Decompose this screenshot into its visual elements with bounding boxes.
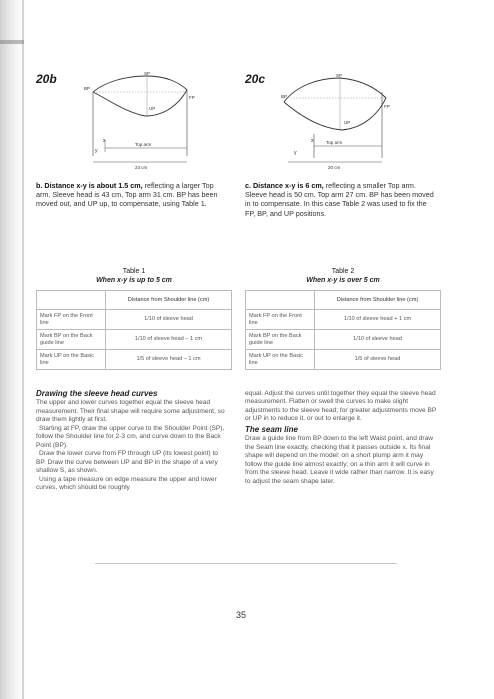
scale-label: 23 cm xyxy=(135,165,148,170)
fp-label: FP xyxy=(189,95,195,100)
table-subtitle: When x-y is up to 5 cm xyxy=(96,277,172,284)
caption-heading: c. Distance x-y is 6 cm, xyxy=(245,181,324,190)
row-label: Mark FP on the Front line xyxy=(246,310,315,330)
table-row xyxy=(246,310,441,330)
bp-label: BP xyxy=(84,86,91,91)
table-title: Table 1 xyxy=(122,268,146,275)
sp-label: SP xyxy=(144,71,151,76)
row-label: Mark FP on the Front line xyxy=(37,310,106,330)
fp-label: FP xyxy=(384,104,390,109)
caption-20c xyxy=(245,181,435,218)
row-label: Mark BP on the Back guide line xyxy=(37,330,106,350)
row-value: 1/5 of sleeve head xyxy=(315,350,441,370)
table-subtitle: When x-y is over 5 cm xyxy=(306,277,380,284)
sp-label: SP xyxy=(336,73,343,78)
figure-label-20c: 20c xyxy=(245,72,266,86)
bp-label: BP xyxy=(281,94,288,99)
footer-rule xyxy=(95,563,397,564)
up-label: UP xyxy=(344,120,351,125)
y-label: y xyxy=(294,150,297,156)
row-label: Mark UP on the Basic line xyxy=(246,350,315,370)
paragraph: Draw the lower curve from FP through UP (its lowest point) to BP. Draw the curve between UP and BP in the shape of a very shallow S, as shown. xyxy=(36,450,218,475)
paragraph: The upper and lower curves together equal the sleeve head measurement. Their final shape will require some adjustment, so draw them lightly at first. xyxy=(36,399,225,424)
section-right-column xyxy=(245,390,437,486)
row-value: 1/10 of sleeve head – 1 cm xyxy=(106,330,232,350)
top-arm-label: Top arm xyxy=(135,142,152,147)
paragraph: Starting at FP, draw the upper curve to the Shoulder Point (SP), follow the Shoulder line for 2-3 cm, and curve down to the Back Point (BP). xyxy=(36,424,225,449)
x-label: x xyxy=(311,138,314,144)
row-value: 1/10 of sleeve head xyxy=(315,330,441,350)
figure-20b-diagram xyxy=(85,72,200,177)
paragraph: equal. Adjust the curves until together they equal the sleeve head measurement. Flatten or swell the curves to make slight adjustments to the sleeve head; for greater adjustments move BP or UP in to reduce it, or out to enlarge it. xyxy=(245,390,437,423)
y-label: y xyxy=(95,148,98,154)
figure-label-20b: 20b xyxy=(36,72,57,86)
section-heading: Drawing the sleeve head curves xyxy=(36,389,158,398)
x-label: x xyxy=(103,138,106,144)
caption-text: reflecting a larger Top arm. Sleeve head is 43 cm, Top arm 31 cm. BP has been moved out, and UP up, to compensate, using Table 1. xyxy=(36,181,218,209)
table-header: Distance from Shoulder line (cm) xyxy=(315,291,441,310)
table-header: Distance from Shoulder line (cm) xyxy=(106,291,232,310)
table-2 xyxy=(245,290,441,370)
paragraph: Draw a guide line from BP down to the left Waist point, and draw the Seam line exactly, checking that it passes outside x. Its final shape will depend on the model: on a short plump arm it may follow the guide line almost exactly; on a thin arm it will curve in from the sleeve head. Leave it wide rather than narrow. It is easy to adjust the seam shape later. xyxy=(245,435,434,485)
row-label: Mark BP on the Back guide line xyxy=(246,330,315,350)
paragraph: Using a tape measure on edge measure the upper and lower curves, which should be roughly xyxy=(36,475,217,491)
scale-label: 20 cm xyxy=(328,165,341,170)
table-row xyxy=(37,350,232,370)
table-row xyxy=(246,330,441,350)
caption-heading: b. Distance x-y is about 1.5 cm, xyxy=(36,181,143,190)
page-number: 35 xyxy=(236,610,247,620)
table-row xyxy=(246,350,441,370)
figure-20c-diagram xyxy=(278,72,398,177)
table-row xyxy=(37,330,232,350)
row-value: 1/10 of sleeve head xyxy=(106,310,232,330)
caption-text: reflecting a smaller Top arm. Sleeve head is 50 cm. Top arm 27 cm. BP has been moved in to compensate. In this case Table 2 was used to fix the FP, BP, and UP positions. xyxy=(245,181,434,218)
caption-20b xyxy=(36,181,222,209)
table-2-title xyxy=(245,267,441,285)
section-heading: The seam line xyxy=(245,424,298,434)
table-1-title xyxy=(36,267,232,285)
table-1 xyxy=(36,290,232,370)
top-arm-label: Top arm xyxy=(326,140,343,145)
row-value: 1/10 of sleeve head + 1 cm xyxy=(315,310,441,330)
table-row xyxy=(37,310,232,330)
up-label: UP xyxy=(149,106,156,111)
section-drawing-curves xyxy=(36,390,226,492)
table-title: Table 2 xyxy=(331,268,355,275)
row-label: Mark UP on the Basic line xyxy=(37,350,106,370)
row-value: 1/5 of sleeve head – 1 cm xyxy=(106,350,232,370)
